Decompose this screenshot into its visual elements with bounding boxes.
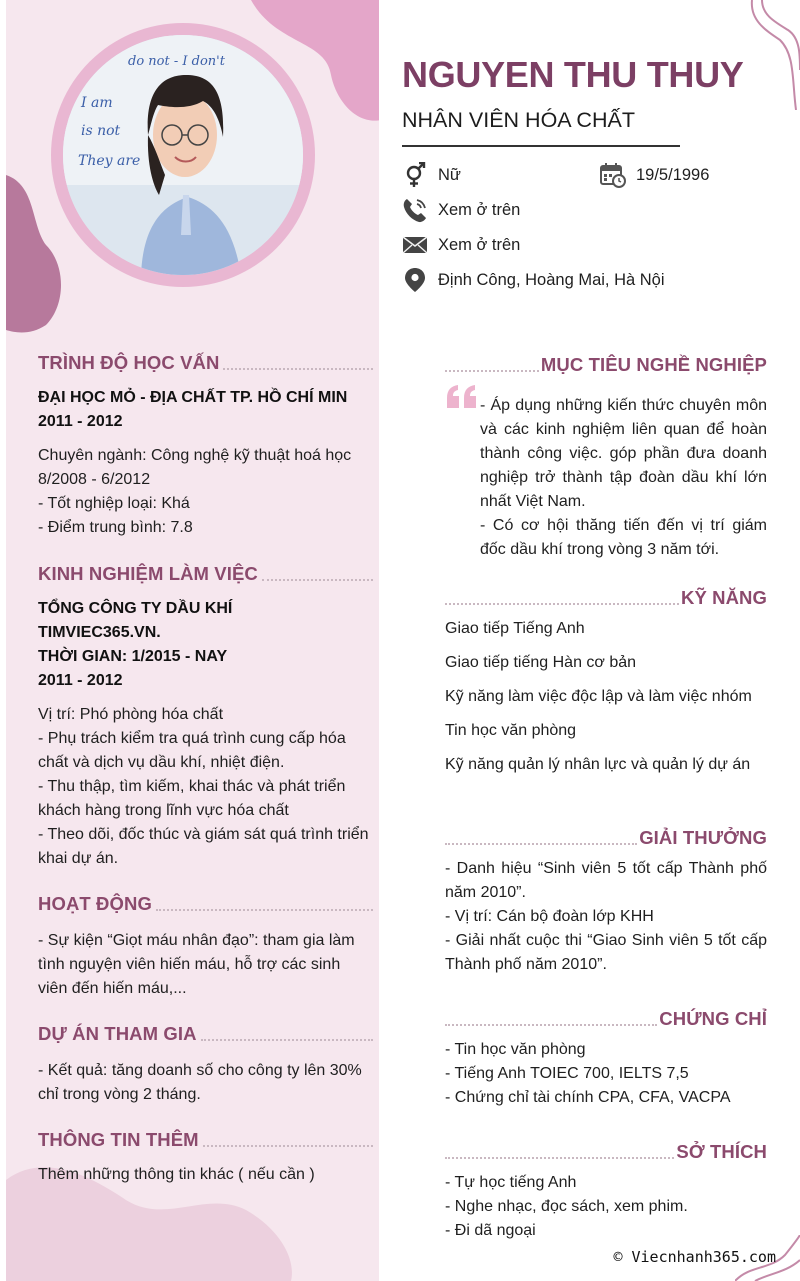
location-icon	[402, 267, 428, 293]
hobby-item: - Nghe nhạc, đọc sách, xem phim.	[445, 1198, 688, 1215]
award-item: - Giải nhất cuộc thi “Giao Sinh viên 5 tốt cấp Thành phố năm 2010”.	[445, 932, 767, 973]
projects-text: - Kết quả: tăng doanh số cho công ty lên 30% chỉ trong vòng 2 tháng.	[38, 1062, 362, 1103]
skill-item: Giao tiếp Tiếng Anh	[445, 620, 585, 637]
job-title: NHÂN VIÊN HÓA CHẤT	[402, 108, 635, 132]
hobbies-title: SỞ THÍCH	[676, 1141, 767, 1162]
awards-title: GIẢI THƯỞNG	[639, 827, 767, 848]
skill-item: Giao tiếp tiếng Hàn cơ bản	[445, 654, 637, 671]
gender-icon	[402, 162, 428, 188]
experience-years: 2011 - 2012	[38, 672, 123, 689]
svg-text:They are: They are	[78, 153, 141, 169]
email-icon	[402, 232, 428, 258]
objective-body	[480, 394, 767, 562]
education-section	[38, 352, 373, 540]
left-panel	[6, 0, 379, 1281]
profile-photo-ring	[51, 23, 315, 287]
experience-detail: - Theo dõi, đốc thúc và giám sát quá trình triển khai dự án.	[38, 826, 369, 867]
hobby-item: - Tự học tiếng Anh	[445, 1174, 577, 1191]
gender-value: Nữ	[438, 165, 461, 184]
experience-detail: - Thu thập, tìm kiếm, khai thác và phát triển khách hàng trong lĩnh vực hóa chất	[38, 778, 346, 819]
hobbies-section	[445, 1141, 767, 1243]
awards-section	[445, 827, 767, 977]
activities-title: HOẠT ĐỘNG	[38, 893, 152, 914]
title-divider	[402, 145, 680, 147]
certificates-title: CHỨNG CHỈ	[659, 1008, 767, 1029]
certificate-item: - Tiếng Anh TOIEC 700, IELTS 7,5	[445, 1065, 689, 1082]
extra-info-section	[38, 1129, 373, 1187]
objective-title: MỤC TIÊU NGHỀ NGHIỆP	[540, 354, 767, 375]
education-detail: - Tốt nghiệp loại: Khá	[38, 495, 190, 512]
extra-info-text: Thêm những thông tin khác ( nếu cần )	[38, 1166, 315, 1183]
experience-section	[38, 563, 373, 871]
objective-section	[445, 354, 767, 376]
award-item: - Vị trí: Cán bộ đoàn lớp KHH	[445, 908, 654, 925]
skill-item: Kỹ năng quản lý nhân lực và quản lý dự án	[445, 756, 751, 773]
projects-section	[38, 1023, 373, 1107]
profile-photo	[63, 35, 303, 275]
email-row	[402, 232, 520, 258]
phone-row	[402, 197, 520, 223]
email-value: Xem ở trên	[438, 235, 521, 254]
birthday-row	[600, 162, 709, 188]
education-detail: Chuyên ngành: Công nghệ kỹ thuật hoá học 8/2008 - 6/2012	[38, 447, 352, 488]
projects-title: DỰ ÁN THAM GIA	[38, 1023, 197, 1044]
award-item: - Danh hiệu “Sinh viên 5 tốt cấp Thành phố năm 2010”.	[445, 860, 767, 901]
birthday-value: 19/5/1996	[636, 165, 710, 184]
education-detail: - Điểm trung bình: 7.8	[38, 519, 193, 536]
activities-section	[38, 893, 373, 1001]
svg-text:is not: is not	[81, 123, 121, 139]
address-value: Định Công, Hoàng Mai, Hà Nội	[438, 270, 665, 289]
experience-company: TỔNG CÔNG TY DẦU KHÍ	[38, 600, 233, 617]
certificate-item: - Tin học văn phòng	[445, 1041, 586, 1058]
address-row	[402, 267, 665, 293]
education-period: 2011 - 2012	[38, 413, 123, 430]
phone-value: Xem ở trên	[438, 200, 521, 219]
hobby-item: - Đi dã ngoại	[445, 1222, 536, 1239]
experience-period: THỜI GIAN: 1/2015 - NAY	[38, 648, 228, 665]
activities-text: - Sự kiện “Giọt máu nhân đạo”: tham gia làm tình nguyện viên hiến máu, hỗ trợ các sinh viên đến hiến máu,...	[38, 932, 355, 997]
skills-section	[445, 587, 767, 777]
experience-title: KINH NGHIỆM LÀM VIỆC	[38, 563, 258, 584]
extra-info-title: THÔNG TIN THÊM	[38, 1129, 199, 1150]
top-right-swirl	[740, 0, 800, 110]
svg-text:I am: I am	[81, 95, 113, 111]
experience-company: TIMVIEC365.VN.	[38, 624, 161, 641]
phone-icon	[402, 197, 428, 223]
experience-detail: - Phụ trách kiểm tra quá trình cung cấp hóa chất và dịch vụ dầu khí, nhiệt điện.	[38, 730, 346, 771]
skill-item: Tin học văn phòng	[445, 722, 577, 739]
calendar-icon	[600, 162, 626, 188]
certificate-item: - Chứng chỉ tài chính CPA, CFA, VACPA	[445, 1089, 731, 1106]
svg-text:do not - I don't: do not - I don't	[128, 54, 225, 69]
objective-line: - Áp dụng những kiến thức chuyên môn và các kinh nghiệm liên quan để hoàn thành công việc. góp phần đưa doanh nghiệp trở thành tập đoàn dầu khí lớn nhất Việt Nam.	[480, 397, 767, 510]
quote-icon	[445, 384, 479, 410]
skills-title: KỸ NĂNG	[680, 587, 767, 608]
footer-watermark: © Viecnhanh365.com	[613, 1248, 776, 1266]
certificates-section	[445, 1008, 767, 1110]
experience-detail: Vị trí: Phó phòng hóa chất	[38, 706, 224, 723]
education-title: TRÌNH ĐỘ HỌC VẤN	[38, 352, 220, 373]
objective-line: - Có cơ hội thăng tiến đến vị trí giám đốc dầu khí trong vòng 3 năm tới.	[480, 517, 767, 558]
skill-item: Kỹ năng làm việc độc lập và làm việc nhóm	[445, 688, 752, 705]
education-school: ĐẠI HỌC MỎ - ĐỊA CHẤT TP. HỒ CHÍ MIN	[38, 389, 348, 406]
gender-row	[402, 162, 461, 188]
candidate-name: NGUYEN THU THUY	[402, 54, 744, 95]
